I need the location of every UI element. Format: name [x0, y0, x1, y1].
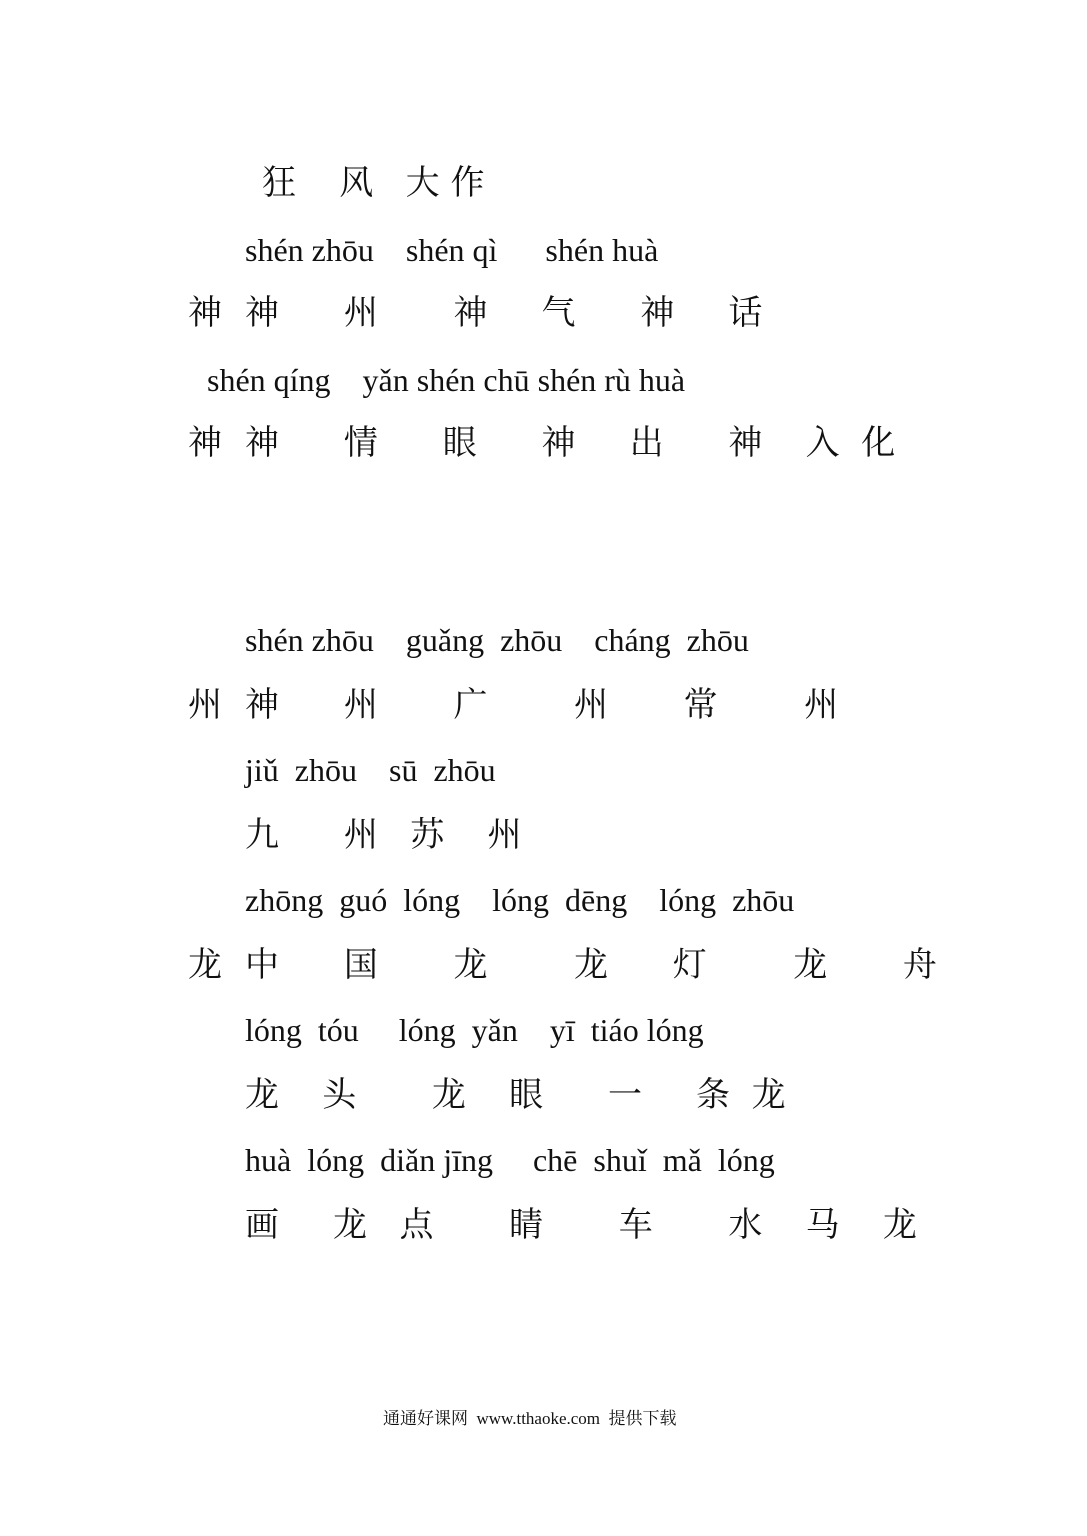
row-label-shen: 神: [188, 423, 222, 463]
hanzi-row: 神 州 神 气 神 话: [245, 293, 763, 333]
row-label-long: 龙: [188, 945, 222, 985]
title-line: 狂 风 大 作: [262, 163, 485, 203]
hanzi-row: 九 州 苏 州: [245, 815, 522, 855]
pinyin-row: jiǔ zhōu sū zhōu: [245, 752, 496, 788]
pinyin-row: shén qíng yǎn shén chū shén rù huà: [207, 362, 686, 398]
hanzi-row: 画 龙 点 睛 车 水 马 龙: [245, 1205, 917, 1245]
row-label-zhou: 州: [188, 685, 222, 725]
hanzi-row: 神 情 眼 神 出 神 入 化: [245, 423, 896, 463]
pinyin-row: shén zhōu shén qì shén huà: [245, 232, 659, 268]
footer-credit: 通通好课网 www.tthaoke.com 提供下载: [383, 1409, 677, 1428]
hanzi-row: 中 国 龙 龙 灯 龙 舟: [245, 945, 937, 985]
hanzi-row: 龙 头 龙 眼 一 条 龙: [245, 1075, 786, 1115]
pinyin-row: lóng tóu lóng yǎn yī tiáo lóng: [245, 1012, 704, 1048]
hanzi-row: 神 州 广 州 常 州: [245, 685, 839, 725]
pinyin-row: zhōng guó lóng lóng dēng lóng zhōu: [245, 882, 795, 918]
row-label-shen: 神: [188, 293, 222, 333]
pinyin-row: shén zhōu guǎng zhōu cháng zhōu: [245, 622, 749, 658]
pinyin-row: huà lóng diǎn jīng chē shuǐ mǎ lóng: [245, 1142, 775, 1178]
